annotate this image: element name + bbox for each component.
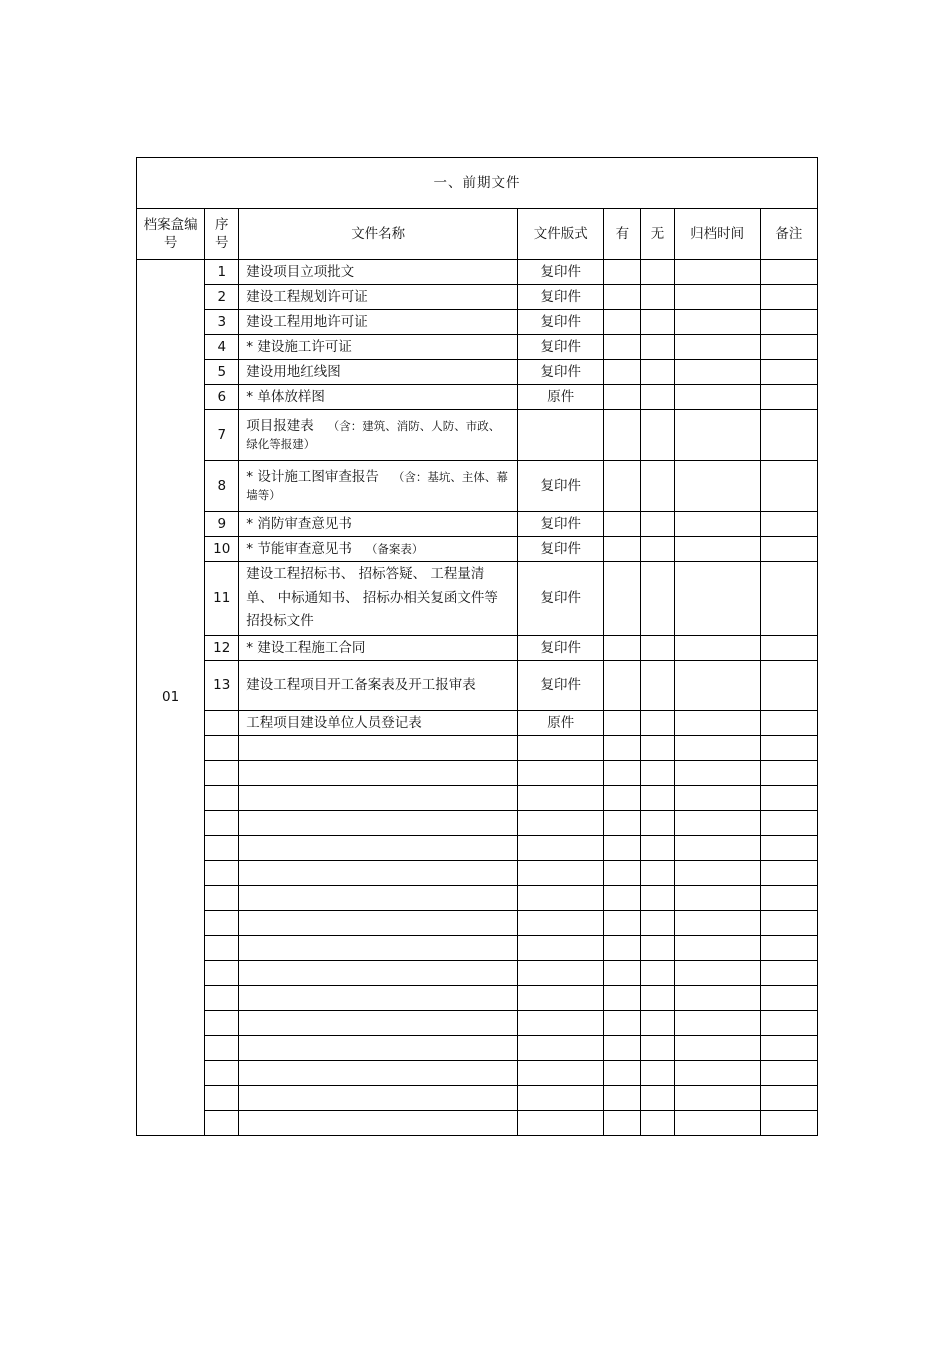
empty-cell[interactable] xyxy=(760,911,817,936)
empty-cell[interactable] xyxy=(760,736,817,761)
empty-cell[interactable] xyxy=(604,761,641,786)
empty-cell[interactable] xyxy=(518,1061,604,1086)
empty-cell[interactable] xyxy=(760,1011,817,1036)
empty-cell[interactable] xyxy=(674,1011,760,1036)
row-have-cell[interactable] xyxy=(604,310,641,335)
empty-row xyxy=(137,761,818,786)
empty-cell[interactable] xyxy=(604,1036,641,1061)
empty-cell[interactable] xyxy=(205,911,239,936)
row-seq: 1 xyxy=(205,260,239,285)
empty-cell[interactable] xyxy=(760,1111,817,1136)
row-seq: 7 xyxy=(205,410,239,461)
row-have-cell[interactable] xyxy=(604,512,641,537)
empty-cell[interactable] xyxy=(641,1111,674,1136)
empty-cell[interactable] xyxy=(518,811,604,836)
empty-row xyxy=(137,1036,818,1061)
empty-cell[interactable] xyxy=(641,811,674,836)
empty-cell[interactable] xyxy=(518,1111,604,1136)
row-remark-cell[interactable] xyxy=(760,385,817,410)
empty-row xyxy=(137,786,818,811)
row-file-format: 复印件 xyxy=(518,661,604,711)
row-archive-time-cell[interactable] xyxy=(674,562,760,636)
row-file-name-text: * 设计施工图审查报告 xyxy=(246,468,379,485)
row-have-cell[interactable] xyxy=(604,661,641,711)
empty-cell[interactable] xyxy=(518,911,604,936)
row-have-cell[interactable] xyxy=(604,285,641,310)
row-file-name xyxy=(239,310,518,335)
row-have-cell[interactable] xyxy=(604,410,641,461)
row-none-cell[interactable] xyxy=(641,711,674,736)
row-archive-time-cell[interactable] xyxy=(674,360,760,385)
row-file-format: 复印件 xyxy=(518,562,604,636)
empty-cell[interactable] xyxy=(239,761,518,786)
empty-cell[interactable] xyxy=(518,986,604,1011)
row-archive-time-cell[interactable] xyxy=(674,636,760,661)
empty-row xyxy=(137,936,818,961)
empty-cell[interactable] xyxy=(239,1011,518,1036)
row-file-name-text: 项目报建表 xyxy=(246,417,314,434)
row-file-format: 复印件 xyxy=(518,636,604,661)
empty-cell[interactable] xyxy=(205,1011,239,1036)
empty-cell[interactable] xyxy=(205,986,239,1011)
empty-cell[interactable] xyxy=(239,861,518,886)
table-row xyxy=(137,661,818,711)
empty-cell[interactable] xyxy=(239,1061,518,1086)
empty-row xyxy=(137,811,818,836)
table-row xyxy=(137,711,818,736)
row-file-format: 原件 xyxy=(518,385,604,410)
empty-cell[interactable] xyxy=(604,911,641,936)
empty-cell[interactable] xyxy=(760,886,817,911)
empty-cell[interactable] xyxy=(641,736,674,761)
empty-cell[interactable] xyxy=(604,961,641,986)
empty-cell[interactable] xyxy=(604,1111,641,1136)
row-file-name xyxy=(239,360,518,385)
empty-cell[interactable] xyxy=(641,861,674,886)
row-file-note: （含：建筑、消防、人防、市政、绿化等报建） xyxy=(246,418,501,451)
row-seq xyxy=(205,711,239,736)
empty-cell[interactable] xyxy=(205,961,239,986)
empty-row xyxy=(137,911,818,936)
empty-cell[interactable] xyxy=(518,786,604,811)
row-have-cell[interactable] xyxy=(604,260,641,285)
empty-cell[interactable] xyxy=(518,736,604,761)
empty-cell[interactable] xyxy=(604,811,641,836)
empty-cell[interactable] xyxy=(674,811,760,836)
empty-cell[interactable] xyxy=(641,1061,674,1086)
empty-cell[interactable] xyxy=(674,986,760,1011)
row-none-cell[interactable] xyxy=(641,260,674,285)
row-file-name-text: 工程项目建设单位人员登记表 xyxy=(246,714,422,731)
table-row xyxy=(137,410,818,461)
header-archive-time: 归档时间 xyxy=(674,209,760,260)
row-remark-cell[interactable] xyxy=(760,661,817,711)
empty-cell[interactable] xyxy=(604,986,641,1011)
empty-cell[interactable] xyxy=(604,861,641,886)
empty-cell[interactable] xyxy=(641,886,674,911)
empty-cell[interactable] xyxy=(239,836,518,861)
empty-cell[interactable] xyxy=(205,886,239,911)
row-seq: 11 xyxy=(205,562,239,636)
row-archive-time-cell[interactable] xyxy=(674,537,760,562)
row-file-format: 复印件 xyxy=(518,260,604,285)
table-row xyxy=(137,310,818,335)
header-file-name: 文件名称 xyxy=(239,209,518,260)
row-have-cell[interactable] xyxy=(604,562,641,636)
row-file-name xyxy=(239,260,518,285)
row-remark-cell[interactable] xyxy=(760,537,817,562)
empty-cell[interactable] xyxy=(641,786,674,811)
empty-row xyxy=(137,961,818,986)
empty-cell[interactable] xyxy=(674,936,760,961)
empty-cell[interactable] xyxy=(239,986,518,1011)
empty-cell[interactable] xyxy=(674,1036,760,1061)
empty-cell[interactable] xyxy=(239,1111,518,1136)
empty-cell[interactable] xyxy=(239,1036,518,1061)
row-file-format: 复印件 xyxy=(518,537,604,562)
row-file-format: 复印件 xyxy=(518,360,604,385)
empty-cell[interactable] xyxy=(205,861,239,886)
row-file-format: 复印件 xyxy=(518,310,604,335)
header-seq: 序号 xyxy=(205,209,239,260)
header-remark: 备注 xyxy=(760,209,817,260)
row-remark-cell[interactable] xyxy=(760,335,817,360)
empty-cell[interactable] xyxy=(760,961,817,986)
row-remark-cell[interactable] xyxy=(760,410,817,461)
box-number-value: 01 xyxy=(137,260,205,1136)
empty-cell[interactable] xyxy=(518,761,604,786)
empty-cell[interactable] xyxy=(674,911,760,936)
row-seq: 3 xyxy=(205,310,239,335)
empty-cell[interactable] xyxy=(760,1086,817,1111)
empty-cell[interactable] xyxy=(205,936,239,961)
row-remark-cell[interactable] xyxy=(760,310,817,335)
row-file-name xyxy=(239,410,518,461)
empty-cell[interactable] xyxy=(641,911,674,936)
header-none: 无 xyxy=(641,209,674,260)
row-remark-cell[interactable] xyxy=(760,636,817,661)
empty-cell[interactable] xyxy=(674,1061,760,1086)
row-remark-cell[interactable] xyxy=(760,260,817,285)
empty-cell[interactable] xyxy=(239,786,518,811)
row-remark-cell[interactable] xyxy=(760,461,817,512)
empty-cell[interactable] xyxy=(604,786,641,811)
table-row xyxy=(137,260,818,285)
row-have-cell[interactable] xyxy=(604,335,641,360)
row-file-name xyxy=(239,661,518,711)
row-archive-time-cell[interactable] xyxy=(674,410,760,461)
row-remark-cell[interactable] xyxy=(760,285,817,310)
row-none-cell[interactable] xyxy=(641,636,674,661)
row-seq: 2 xyxy=(205,285,239,310)
empty-cell[interactable] xyxy=(518,886,604,911)
row-file-name-text: 建设工程项目开工备案表及开工报审表 xyxy=(246,677,476,694)
row-none-cell[interactable] xyxy=(641,661,674,711)
row-seq: 8 xyxy=(205,461,239,512)
header-box-number: 档案盒编号 xyxy=(137,209,205,260)
archive-table xyxy=(136,157,818,1136)
empty-cell[interactable] xyxy=(205,1111,239,1136)
empty-cell[interactable] xyxy=(239,936,518,961)
header-have: 有 xyxy=(604,209,641,260)
row-none-cell[interactable] xyxy=(641,512,674,537)
row-file-name xyxy=(239,512,518,537)
empty-cell[interactable] xyxy=(518,861,604,886)
empty-cell[interactable] xyxy=(674,786,760,811)
row-file-name-text: * 消防审查意见书 xyxy=(246,515,352,532)
row-file-name-text: 建设工程规划许可证 xyxy=(246,288,368,305)
empty-cell[interactable] xyxy=(205,1036,239,1061)
empty-cell[interactable] xyxy=(760,861,817,886)
empty-cell[interactable] xyxy=(674,886,760,911)
row-file-name-text: 建设项目立项批文 xyxy=(246,263,355,280)
row-archive-time-cell[interactable] xyxy=(674,512,760,537)
table-row xyxy=(137,335,818,360)
empty-cell[interactable] xyxy=(674,836,760,861)
row-none-cell[interactable] xyxy=(641,537,674,562)
empty-cell[interactable] xyxy=(604,886,641,911)
empty-cell[interactable] xyxy=(674,961,760,986)
row-file-name-text: * 节能审查意见书 xyxy=(246,540,352,557)
empty-cell[interactable] xyxy=(518,1036,604,1061)
empty-cell[interactable] xyxy=(604,936,641,961)
empty-row xyxy=(137,1086,818,1111)
row-file-note: （含：基坑、主体、幕墙等） xyxy=(246,469,508,502)
row-have-cell[interactable] xyxy=(604,385,641,410)
table-row xyxy=(137,461,818,512)
row-none-cell[interactable] xyxy=(641,385,674,410)
row-archive-time-cell[interactable] xyxy=(674,285,760,310)
row-none-cell[interactable] xyxy=(641,410,674,461)
row-file-format: 复印件 xyxy=(518,512,604,537)
row-file-name-text: 建设工程用地许可证 xyxy=(246,313,368,330)
row-none-cell[interactable] xyxy=(641,335,674,360)
row-have-cell[interactable] xyxy=(604,636,641,661)
empty-cell[interactable] xyxy=(239,911,518,936)
table-row xyxy=(137,512,818,537)
empty-row xyxy=(137,861,818,886)
row-none-cell[interactable] xyxy=(641,285,674,310)
row-file-name xyxy=(239,562,518,636)
row-archive-time-cell[interactable] xyxy=(674,310,760,335)
empty-cell[interactable] xyxy=(641,836,674,861)
row-file-name xyxy=(239,285,518,310)
empty-row xyxy=(137,836,818,861)
row-file-name xyxy=(239,335,518,360)
empty-row xyxy=(137,1011,818,1036)
row-seq: 5 xyxy=(205,360,239,385)
row-archive-time-cell[interactable] xyxy=(674,661,760,711)
empty-cell[interactable] xyxy=(205,761,239,786)
row-file-format: 复印件 xyxy=(518,461,604,512)
row-file-name-text: 建设用地红线图 xyxy=(246,363,341,380)
row-have-cell[interactable] xyxy=(604,711,641,736)
empty-row xyxy=(137,1111,818,1136)
row-none-cell[interactable] xyxy=(641,461,674,512)
row-seq: 9 xyxy=(205,512,239,537)
empty-cell[interactable] xyxy=(239,961,518,986)
row-archive-time-cell[interactable] xyxy=(674,385,760,410)
empty-row xyxy=(137,886,818,911)
empty-cell[interactable] xyxy=(760,761,817,786)
empty-cell[interactable] xyxy=(604,836,641,861)
empty-cell[interactable] xyxy=(518,1011,604,1036)
row-have-cell[interactable] xyxy=(604,537,641,562)
table-row xyxy=(137,285,818,310)
table-row xyxy=(137,636,818,661)
empty-cell[interactable] xyxy=(205,836,239,861)
row-remark-cell[interactable] xyxy=(760,512,817,537)
table-title: 一、前期文件 xyxy=(137,158,818,209)
row-seq: 6 xyxy=(205,385,239,410)
row-have-cell[interactable] xyxy=(604,461,641,512)
table-row xyxy=(137,562,818,636)
table-row xyxy=(137,360,818,385)
empty-cell[interactable] xyxy=(518,936,604,961)
empty-cell[interactable] xyxy=(239,886,518,911)
row-seq: 13 xyxy=(205,661,239,711)
row-file-note: （备案表） xyxy=(365,541,424,556)
row-file-name-text: 建设工程招标书、 招标答疑、 工程量清单、 中标通知书、 招标办相关复函文件等招投标文件 xyxy=(246,566,498,630)
empty-cell[interactable] xyxy=(641,936,674,961)
empty-cell[interactable] xyxy=(239,811,518,836)
row-file-name xyxy=(239,711,518,736)
empty-cell[interactable] xyxy=(604,1086,641,1111)
empty-cell[interactable] xyxy=(674,1111,760,1136)
empty-cell[interactable] xyxy=(760,1061,817,1086)
row-none-cell[interactable] xyxy=(641,562,674,636)
row-archive-time-cell[interactable] xyxy=(674,335,760,360)
table-row xyxy=(137,385,818,410)
empty-cell[interactable] xyxy=(760,786,817,811)
empty-cell[interactable] xyxy=(205,1086,239,1111)
empty-cell[interactable] xyxy=(641,961,674,986)
empty-row xyxy=(137,986,818,1011)
empty-cell[interactable] xyxy=(760,811,817,836)
row-file-name-text: * 建设工程施工合同 xyxy=(246,639,366,656)
empty-cell[interactable] xyxy=(518,961,604,986)
row-file-format: 复印件 xyxy=(518,285,604,310)
row-file-name xyxy=(239,385,518,410)
empty-cell[interactable] xyxy=(760,1036,817,1061)
empty-cell[interactable] xyxy=(674,736,760,761)
header-row xyxy=(137,209,818,260)
row-remark-cell[interactable] xyxy=(760,711,817,736)
row-archive-time-cell[interactable] xyxy=(674,260,760,285)
empty-row xyxy=(137,736,818,761)
empty-cell[interactable] xyxy=(205,1061,239,1086)
row-remark-cell[interactable] xyxy=(760,562,817,636)
row-seq: 4 xyxy=(205,335,239,360)
empty-cell[interactable] xyxy=(674,861,760,886)
table-row xyxy=(137,537,818,562)
header-file-format: 文件版式 xyxy=(518,209,604,260)
row-file-name xyxy=(239,461,518,512)
empty-cell[interactable] xyxy=(604,1011,641,1036)
empty-row xyxy=(137,1061,818,1086)
row-archive-time-cell[interactable] xyxy=(674,711,760,736)
row-none-cell[interactable] xyxy=(641,360,674,385)
empty-cell[interactable] xyxy=(641,986,674,1011)
empty-cell[interactable] xyxy=(641,761,674,786)
empty-cell[interactable] xyxy=(239,1086,518,1111)
row-file-format: 复印件 xyxy=(518,335,604,360)
empty-cell[interactable] xyxy=(641,1011,674,1036)
row-file-name-text: * 单体放样图 xyxy=(246,388,325,405)
empty-cell[interactable] xyxy=(674,1086,760,1111)
row-archive-time-cell[interactable] xyxy=(674,461,760,512)
row-have-cell[interactable] xyxy=(604,360,641,385)
row-file-name xyxy=(239,537,518,562)
empty-cell[interactable] xyxy=(760,936,817,961)
empty-cell[interactable] xyxy=(205,786,239,811)
empty-cell[interactable] xyxy=(674,761,760,786)
empty-cell[interactable] xyxy=(641,1086,674,1111)
row-seq: 12 xyxy=(205,636,239,661)
row-file-format: 原件 xyxy=(518,711,604,736)
empty-cell[interactable] xyxy=(205,736,239,761)
empty-cell[interactable] xyxy=(760,836,817,861)
empty-cell[interactable] xyxy=(239,736,518,761)
empty-cell[interactable] xyxy=(518,1086,604,1111)
row-file-name xyxy=(239,636,518,661)
empty-cell[interactable] xyxy=(604,736,641,761)
empty-cell[interactable] xyxy=(760,986,817,1011)
row-file-name-text: * 建设施工许可证 xyxy=(246,338,352,355)
empty-cell[interactable] xyxy=(604,1061,641,1086)
empty-cell[interactable] xyxy=(205,811,239,836)
row-none-cell[interactable] xyxy=(641,310,674,335)
row-file-format xyxy=(518,410,604,461)
empty-cell[interactable] xyxy=(518,836,604,861)
empty-cell[interactable] xyxy=(641,1036,674,1061)
row-seq: 10 xyxy=(205,537,239,562)
row-remark-cell[interactable] xyxy=(760,360,817,385)
